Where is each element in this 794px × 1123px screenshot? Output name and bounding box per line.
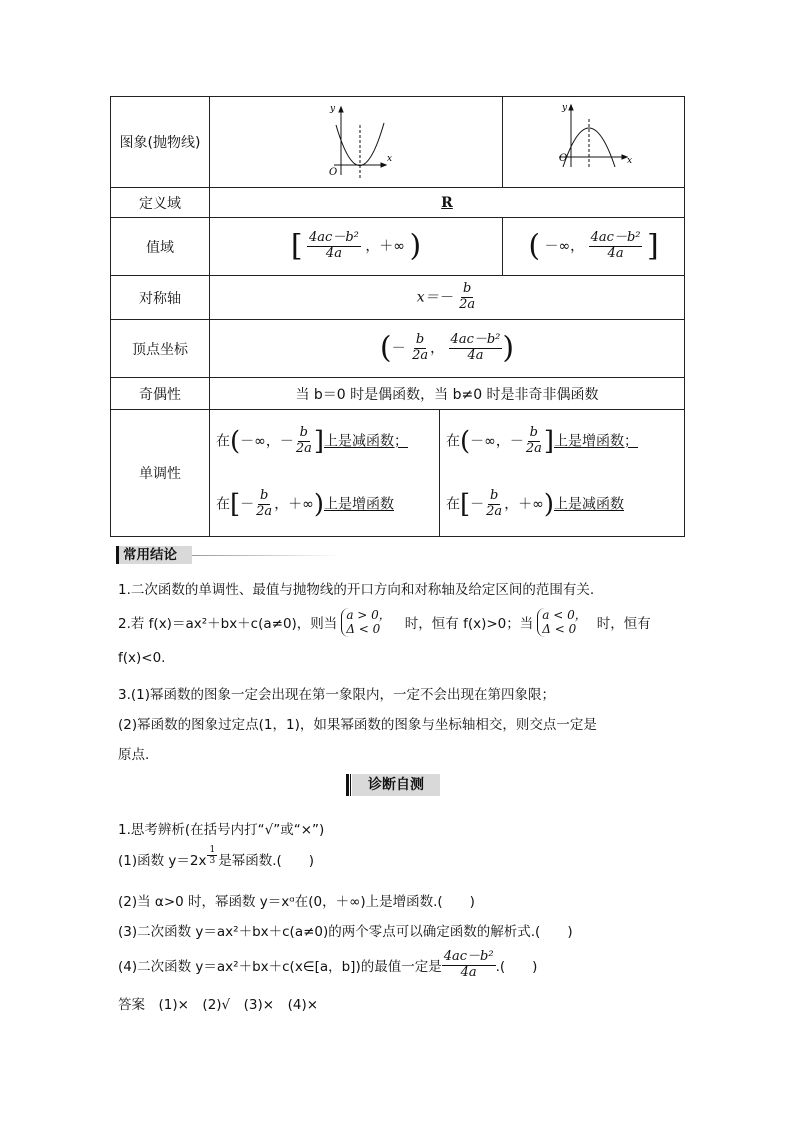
mono-line xyxy=(446,426,684,457)
bracket: [ xyxy=(230,489,241,520)
fraction xyxy=(589,231,643,262)
condition-brace-1 xyxy=(341,608,390,637)
paren-close: ) xyxy=(502,330,515,366)
table-row-graph xyxy=(111,97,685,188)
fraction xyxy=(524,426,544,457)
answer-line: 答案 (1)× (2)√ (3)× (4)× xyxy=(118,997,319,1013)
bracket: ] xyxy=(646,228,659,264)
table-row-axis xyxy=(111,276,685,320)
denominator: 4a xyxy=(325,246,342,261)
denominator: 2a xyxy=(256,504,273,519)
bracket: ] xyxy=(543,426,555,457)
fraction xyxy=(410,333,430,364)
numerator: b xyxy=(299,425,308,441)
condition: a > 0， xyxy=(346,608,391,622)
numerator: b xyxy=(529,425,538,441)
statement-4 xyxy=(118,950,537,981)
graph-cell-upward xyxy=(210,97,503,188)
mono-line xyxy=(216,426,439,457)
bracket: ( xyxy=(528,228,541,264)
conclusion-item-2-end: f(x)<0. xyxy=(118,650,166,666)
y-label: y xyxy=(330,104,336,114)
denominator: 2a xyxy=(295,441,312,456)
bracket: [ xyxy=(290,228,303,264)
statement-3: (3)二次函数 y＝ax²＋bx＋c(a≠0)的两个零点可以确定函数的解析式.( ) xyxy=(118,924,573,940)
mono-post: 上是增函数； xyxy=(554,433,639,450)
origin-label: O xyxy=(559,153,568,164)
axis-pre: x＝－ xyxy=(416,289,453,306)
monotonicity-upward xyxy=(210,410,440,536)
comma: ， xyxy=(430,340,445,357)
mono-line xyxy=(446,489,684,520)
denominator: 2a xyxy=(525,441,542,456)
row-label: 图象(抛物线) xyxy=(111,97,210,188)
conclusion-item-3b: (2)幂函数的图象过定点(1，1)，如果幂函数的图象与坐标轴相交，则交点一定是 xyxy=(118,717,597,733)
s4-pre: (4)二次函数 y＝ax²＋bx＋c(x∈[a，b])的最值一定是 xyxy=(118,959,442,976)
denominator: 2a xyxy=(459,297,476,312)
row-label: 定义域 xyxy=(111,188,210,218)
numerator: 4ac－b² xyxy=(443,949,494,964)
parity-cell: 当 b＝0 时是偶函数，当 b≠0 时是非奇非偶函数 xyxy=(210,378,685,410)
range-pre: －∞， xyxy=(544,238,585,255)
mono-mid: － xyxy=(470,496,485,513)
s4-post: .( ) xyxy=(495,959,538,976)
conclusion-item-2 xyxy=(118,608,651,637)
x-axis-arrow-icon xyxy=(381,163,386,167)
item2-mid: 时，恒有 f(x)>0；当 xyxy=(404,616,534,633)
monotonicity-cell xyxy=(210,410,685,537)
graph-cell-downward xyxy=(503,97,685,188)
minus-sign: － xyxy=(391,340,406,357)
parabola-upward-graph xyxy=(210,97,502,183)
mono-mid: －∞，－ xyxy=(240,433,294,450)
table-row-domain xyxy=(111,188,685,218)
numerator: 1 xyxy=(209,845,216,855)
paren: ( xyxy=(230,426,241,457)
row-label: 单调性 xyxy=(111,410,210,537)
axis-cell xyxy=(210,276,685,320)
row-label: 顶点坐标 xyxy=(111,320,210,378)
item2-post: 时，恒有 xyxy=(596,616,651,633)
bracket: [ xyxy=(460,489,471,520)
range-cell-upward xyxy=(210,218,503,276)
fraction xyxy=(254,489,274,520)
origin-label: O xyxy=(329,167,338,178)
item2-pre: 2.若 f(x)＝ax²＋bx＋c(a≠0)，则当 xyxy=(118,616,338,633)
numerator: b xyxy=(415,332,425,348)
y-axis-arrow-icon xyxy=(339,107,343,112)
mono-mid: －∞，－ xyxy=(470,433,524,450)
mono-pre: 在 xyxy=(446,496,460,513)
fraction xyxy=(442,950,496,981)
numerator: b xyxy=(463,281,472,297)
table-row-parity xyxy=(111,378,685,410)
s1-pre: (1)函数 y＝2x xyxy=(118,852,207,869)
row-label: 对称轴 xyxy=(111,276,210,320)
condition: a < 0， xyxy=(542,608,587,622)
paren: ) xyxy=(543,489,555,520)
denominator: 4a xyxy=(460,964,477,980)
quadratic-properties-table xyxy=(110,96,685,537)
fraction xyxy=(457,282,477,313)
mono-mid2: ，＋∞ xyxy=(274,496,314,513)
numerator: b xyxy=(260,488,269,504)
denominator: 3 xyxy=(209,856,216,867)
bracket: ] xyxy=(313,426,325,457)
parabola-curve xyxy=(336,123,384,166)
x-label: x xyxy=(627,156,633,166)
mono-mid2: ，＋∞ xyxy=(504,496,544,513)
row-label: 值域 xyxy=(111,218,210,276)
denominator: 2a xyxy=(412,348,429,363)
heading-rule xyxy=(192,555,342,556)
monotonicity-downward xyxy=(440,410,684,536)
y-label: y xyxy=(562,103,568,113)
numerator: b xyxy=(490,488,499,504)
s1-post: 是幂函数.( ) xyxy=(218,852,315,869)
range-cell-downward xyxy=(503,218,685,276)
condition: Δ < 0 xyxy=(346,622,381,637)
paren: ) xyxy=(313,489,325,520)
conclusion-item-3a: 3.(1)幂函数的图象一定会出现在第一象限内，一定不会出现在第四象限； xyxy=(118,687,556,703)
condition: Δ < 0 xyxy=(542,622,577,637)
mono-pre: 在 xyxy=(216,433,230,450)
table-row-vertex xyxy=(111,320,685,378)
mono-post: 上是增函数 xyxy=(324,496,395,513)
denominator: 4a xyxy=(467,348,484,363)
fraction xyxy=(294,426,314,457)
paren: ( xyxy=(460,426,471,457)
table-row-monotonicity xyxy=(111,410,685,537)
conclusion-item-3c: 原点. xyxy=(118,747,150,763)
statement-1 xyxy=(118,845,315,870)
table-row-range xyxy=(111,218,685,276)
domain-value: R xyxy=(441,194,453,211)
mono-pre: 在 xyxy=(216,496,230,513)
mono-post: 上是减函数 xyxy=(554,496,625,513)
conclusion-item-1: 1.二次函数的单调性、最值与抛物线的开口方向和对称轴及给定区间的范围有关. xyxy=(118,582,595,598)
statement-2: (2)当 α>0 时，幂函数 y＝xᵅ在(0，＋∞)上是增函数.( ) xyxy=(118,894,475,910)
numerator: 4ac－b² xyxy=(450,332,501,348)
mono-post: 上是减函数； xyxy=(324,433,409,450)
diagnosis-title: 诊断自测 xyxy=(352,774,440,796)
vertex-cell xyxy=(210,320,685,378)
x-label: x xyxy=(387,154,393,164)
fraction xyxy=(307,231,361,262)
domain-cell xyxy=(210,188,685,218)
mono-mid: － xyxy=(240,496,255,513)
conclusions-heading: 常用结论 xyxy=(116,546,192,564)
denominator: 2a xyxy=(486,504,503,519)
paren-open: ( xyxy=(379,330,392,366)
parabola-downward-graph xyxy=(503,97,684,183)
exponent-fraction xyxy=(207,845,217,867)
numerator: 4ac－b² xyxy=(309,230,359,246)
fraction xyxy=(449,333,503,364)
question-1: 1.思考辨析(在括号内打“√”或“×”) xyxy=(118,822,325,838)
numerator: 4ac－b² xyxy=(590,230,641,246)
fraction xyxy=(484,489,504,520)
mono-pre: 在 xyxy=(446,433,460,450)
bracket: ) xyxy=(409,228,422,264)
condition-brace-2 xyxy=(537,608,586,637)
y-axis-arrow-icon xyxy=(569,105,573,110)
range-rest: ，＋∞ xyxy=(365,238,405,255)
row-label: 奇偶性 xyxy=(111,378,210,410)
denominator: 4a xyxy=(607,246,624,261)
mono-line xyxy=(216,489,439,520)
